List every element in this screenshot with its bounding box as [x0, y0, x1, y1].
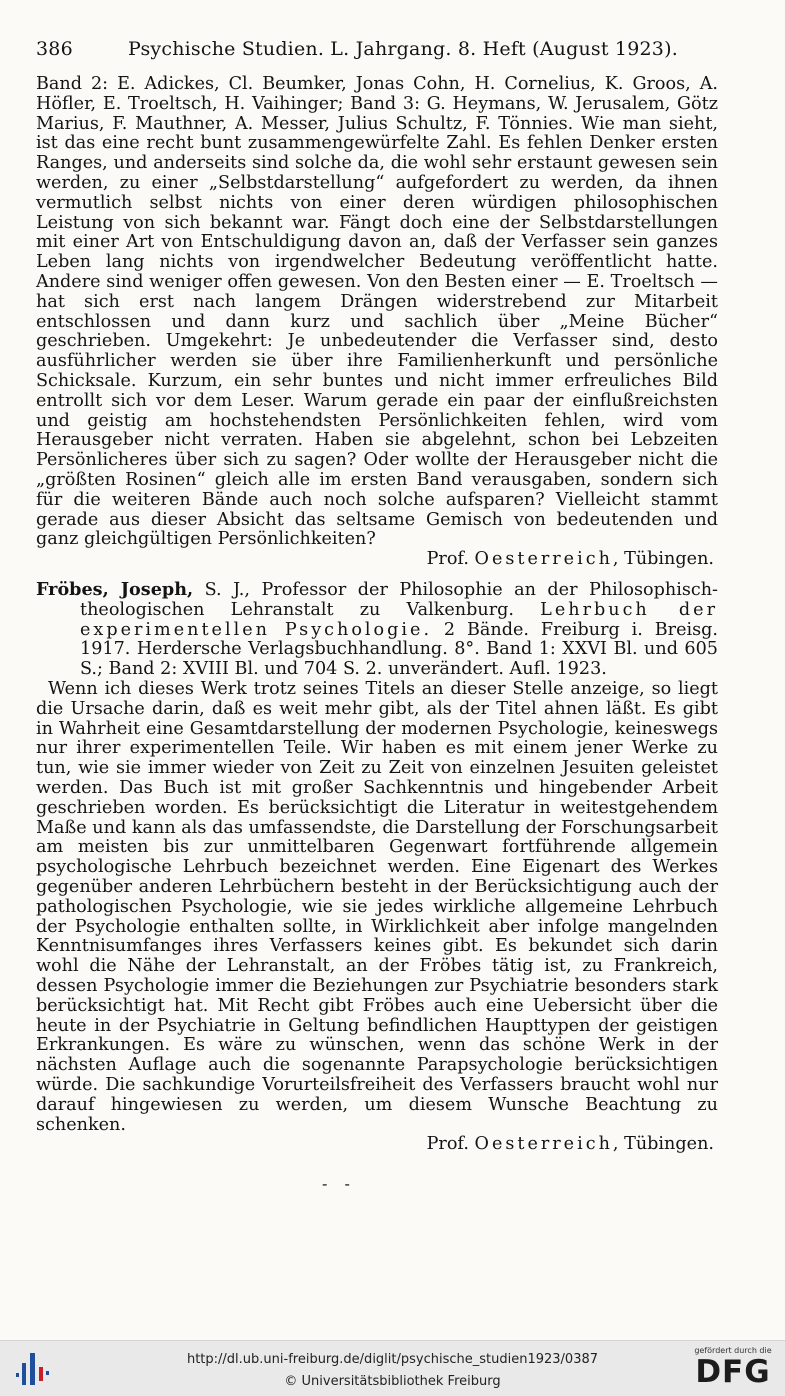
review-selbstdarstellungen: [36, 75, 718, 570]
review-text-body: Band 2: E. Adickes, Cl. Beumker, Jonas Cohn, H. Cornelius, K. Groos, A. Höfler, E. Troeltsch, H. Vaihinger; Band 3: G. Heymans, W. Jerusalem, Götz Marius, F. Mauthner, A. Messer, Julius Schultz, F. Tönnies. Wie man sieht, ist das eine recht bunt zusammengewürfelte Zahl. Es fehlen Denker ersten Ranges, und anderseits sind solche da, die wohl sehr erstaunt gewesen sein werden, zu einer „Selbstdarstellung“ aufgefordert zu werden, da ihnen vermutlich selbst nichts von einer deren würdigen philosophischen Leistung von sich bekannt war. Fängt doch eine der Selbstdarstellungen mit einer Art von Entschuldigung davon an, daß der Verfasser sein ganzes Leben lang nichts von irgendwelcher Bedeutung veröffentlicht hatte. Andere sind weniger offen gewesen. Von den Besten einer — E. Troeltsch — hat sich erst nach langem Drängen widerstrebend zur Mitarbeit entschlossen und dann kurz und sachlich über „Meine Bücher“ geschrieben. Umgekehrt: Je unbedeutender die Verfasser sind, desto ausführlicher werden sie über ihre Familienherkunft und persönliche Schicksale. Kurzum, ein sehr buntes und nicht immer erfreuliches Bild entrollt sich vor dem Leser. Warum gerade ein paar der einflußreichsten und geistig am hochstehendsten Persönlichkeiten fehlen, wird vom Herausgeber nicht verraten. Haben sie abgelehnt, schon bei Lebzeiten Persönlicheres über sich zu sagen? Oder wollte der Herausgeber nicht die „größten Rosinen“ gleich alle im ersten Band verausgaben, sondern sich für die weiteren Bände auch noch solche aufsparen? Vielleicht stammt gerade aus dieser Absicht das seltsame Gemisch von bedeutenden und ganz gleichgültigen Persönlichkeiten?: [36, 74, 718, 550]
section-separator: - -: [322, 1174, 356, 1193]
signature-place: , Tübingen.: [612, 549, 714, 570]
review-froebes: [36, 580, 718, 1155]
footer-copyright: [0, 1374, 785, 1389]
footer-url-text[interactable]: http://dl.ub.uni-freiburg.de/diglit/psychische_studien1923/0387: [186, 1352, 599, 1367]
review-text: [36, 75, 718, 570]
signature-name: Oesterreich: [474, 549, 613, 570]
footer-url[interactable]: [0, 1352, 785, 1367]
footer-copyright-text: © Universitätsbibliothek Freiburg: [284, 1374, 501, 1389]
review-signature: [36, 550, 718, 570]
page-header: [36, 38, 736, 60]
bibliographic-entry: [36, 580, 718, 680]
review-text: [36, 680, 718, 1155]
entry-author-detail: S. J., Professor der Philosophie an der Philosophisch-theologischen Lehranstalt zu Valkenburg.: [80, 580, 719, 620]
entry-author: Fröbes, Joseph,: [36, 579, 194, 600]
review-signature: [36, 1135, 718, 1155]
review-text-body: Wenn ich dieses Werk trotz seines Titels an dieser Stelle anzeige, so liegt die Ursache darin, daß es weit mehr gibt, als der Titel ahnen läßt. Es gibt in Wahrheit eine Gesamtdarstellung der modernen Psychologie, keineswegs nur ihrer experimentellen Teile. Wir haben es mit einem jener Werke zu tun, wie sie immer wieder von Zeit zu Zeit von einzelnen Jesuiten geleistet werden. Das Buch ist mit großer Sachkenntnis und hingebender Arbeit geschrieben worden. Es berücksichtigt die Literatur in weitestgehendem Maße und kann als das umfassendste, die Darstellung der Forschungsarbeit am meisten bis zur unmittelbaren Gegenwart fortführende allgemein psychologische Lehrbuch bezeichnet werden. Eine Eigenart des Werkes gegenüber anderen Lehrbüchern besteht in der Berücksichtigung auch der pathologischen Psychologie, wie sie jedes wirkliche allgemeine Lehrbuch der Psychologie enthalten sollte, in Wirklichkeit aber infolge mangelnden Kenntnisumfanges ihres Verfassers keines gibt. Es bekundet sich darin wohl die Nähe der Lehranstalt, an der Fröbes tätig ist, zu Frankreich, dessen Psychologie immer die Beziehungen zur Psychiatrie besonders stark berücksichtigt hat. Mit Recht gibt Fröbes auch eine Uebersicht über die heute in der Psychiatrie in Geltung befindlichen Haupttypen der geistigen Erkrankungen. Es wäre zu wünschen, wenn das schöne Werk in der nächsten Auflage auch die sogenannte Parapsychologie berücksichtigen würde. Die sachkundige Vorurteilsfreiheit des Verfassers braucht wohl nur darauf hingewiesen zu werden, um diesem Wunsche Beachtung zu schenken.: [36, 678, 718, 1135]
signature-title: Prof.: [426, 549, 469, 570]
signature-title: Prof.: [426, 1134, 469, 1155]
signature-place: , Tübingen.: [612, 1134, 714, 1155]
dfg-caption: gefördert durch die: [694, 1346, 772, 1355]
page-number: 386: [36, 38, 73, 60]
dfg-logo-icon: [691, 1346, 775, 1389]
running-title: Psychische Studien. L. Jahrgang. 8. Heft (August 1923).: [128, 38, 678, 60]
signature-name: Oesterreich: [474, 1134, 613, 1155]
footer-bar: [0, 1340, 785, 1396]
entry-publication: 2 Bände. Freiburg i. Breisg. 1917. Herdersche Verlagsbuchhandlung. 8°. Band 1: XXVI Bl. und 605 S.; Band 2: XVIII Bl. und 704 S. 2. unverändert. Aufl. 1923.: [80, 619, 718, 680]
dfg-logo-text: DFG: [695, 1354, 771, 1390]
entry-book-title: Lehrbuch der experimentellen Psychologie.: [80, 599, 719, 640]
